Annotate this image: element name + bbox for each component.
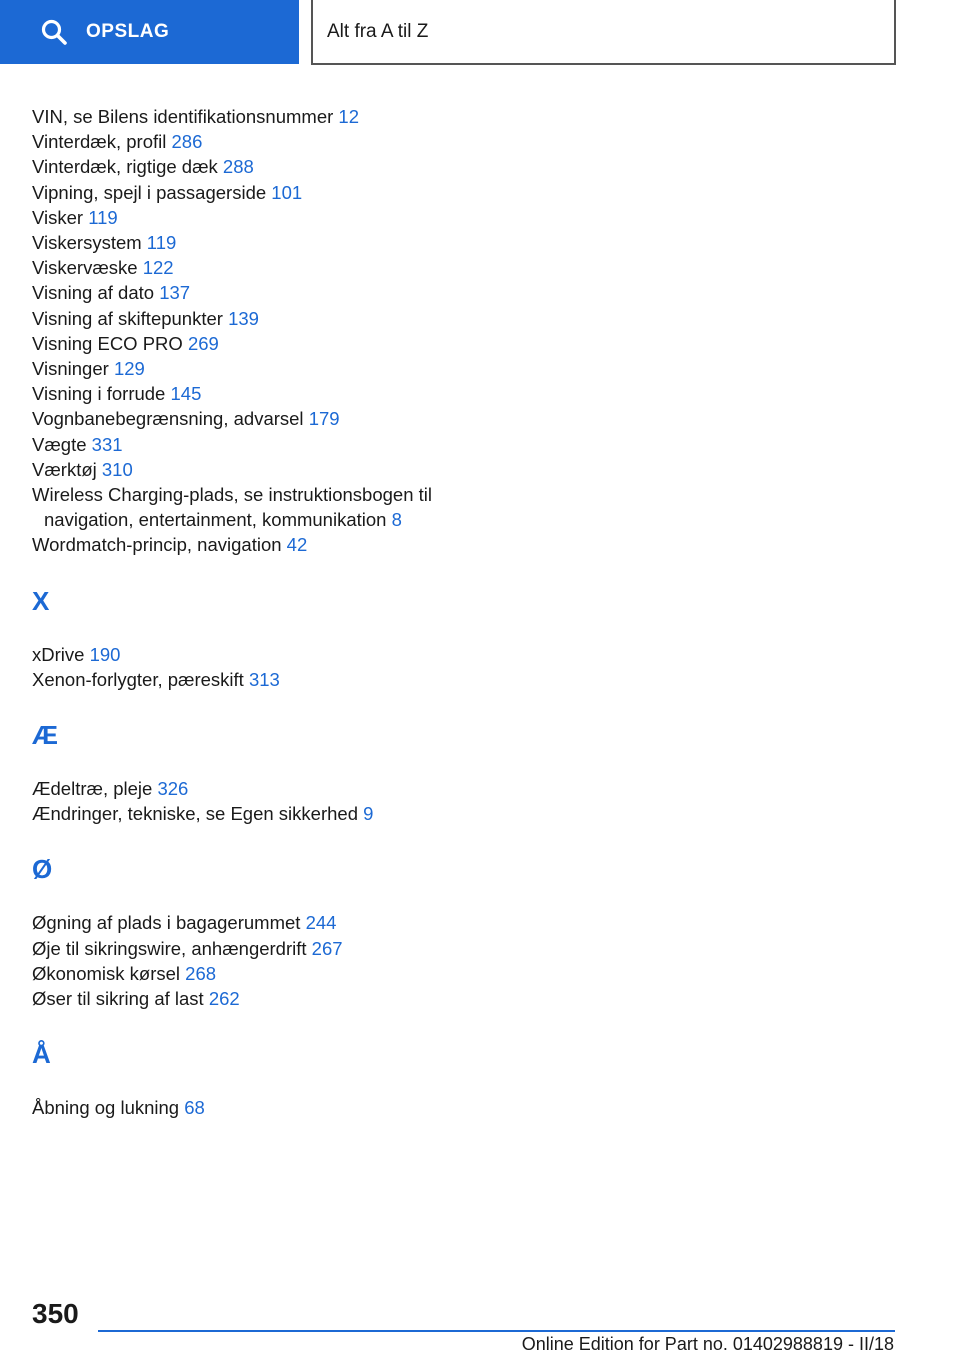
entry-text: Vognbanebegrænsning, advarsel xyxy=(32,408,304,430)
entry-page-link[interactable]: 101 xyxy=(271,181,303,203)
search-icon xyxy=(40,18,68,46)
entry-page-link[interactable]: 262 xyxy=(208,988,240,1010)
chapter-tab[interactable] xyxy=(311,0,896,65)
index-entry xyxy=(32,129,592,154)
entry-page-link[interactable]: 42 xyxy=(286,534,308,556)
section-oe xyxy=(32,854,592,1011)
entry-text: Visning af dato xyxy=(32,282,155,304)
section-letter: Æ xyxy=(32,720,58,751)
index-entry xyxy=(32,532,592,557)
index-entry xyxy=(32,154,592,179)
index-entry xyxy=(32,406,592,431)
index-entry xyxy=(32,280,592,305)
entry-page-link[interactable]: 145 xyxy=(170,383,202,405)
entry-text: Økonomisk kørsel xyxy=(32,962,181,984)
chapter-title: Alt fra A til Z xyxy=(327,20,429,42)
index-entry xyxy=(32,961,592,986)
entry-page-link[interactable]: 122 xyxy=(142,257,174,279)
index-entry xyxy=(32,1095,592,1120)
entry-page-link[interactable]: 12 xyxy=(338,106,359,127)
footer-divider xyxy=(98,1330,895,1332)
entry-page-link[interactable]: 119 xyxy=(146,232,177,254)
entry-text: Viskersystem xyxy=(32,232,142,254)
entry-text: Visninger xyxy=(32,358,109,380)
page-number: 350 xyxy=(32,1298,79,1329)
index-entry xyxy=(32,457,592,482)
entry-page-link[interactable]: 8 xyxy=(391,509,402,531)
entry-text: Vinterdæk, rigtige dæk xyxy=(32,156,218,178)
index-entry xyxy=(32,482,592,532)
entry-text: VIN, se Bilens identifikationsnummer xyxy=(32,106,334,127)
section-ae xyxy=(32,720,592,826)
index-entry xyxy=(32,381,592,406)
entry-text: Vinterdæk, profil xyxy=(32,131,167,153)
index-entry xyxy=(32,180,592,205)
entry-page-link[interactable]: 269 xyxy=(187,332,219,354)
entry-text: Visker xyxy=(32,206,84,228)
entry-text: Visning i forrude xyxy=(32,383,166,405)
index-entry xyxy=(32,801,592,826)
entry-text: Vipning, spejl i passagerside xyxy=(32,181,267,203)
entry-page-link[interactable]: 331 xyxy=(91,433,123,455)
entry-page-link[interactable]: 119 xyxy=(88,206,118,228)
index-entry xyxy=(32,255,592,280)
index-list xyxy=(32,104,592,1120)
entry-page-link[interactable]: 288 xyxy=(222,156,254,178)
index-entry xyxy=(32,306,592,331)
entry-page-link[interactable]: 137 xyxy=(159,282,191,304)
section-x xyxy=(32,586,592,692)
entry-page-link[interactable]: 310 xyxy=(101,458,133,480)
entry-page-link[interactable]: 286 xyxy=(171,131,203,153)
entry-text: Øje til sikringswire, anhængerdrift xyxy=(32,937,307,959)
entry-page-link[interactable]: 68 xyxy=(184,1097,205,1119)
entry-text: Ædeltræ, pleje xyxy=(32,778,153,800)
entry-text: Øgning af plads i bagagerummet xyxy=(32,912,301,934)
entry-text: Xenon-forlygter, pæreskift xyxy=(32,668,244,690)
entry-text: Visning af skiftepunkter xyxy=(32,307,223,329)
index-entry xyxy=(32,104,592,129)
entry-text: xDrive xyxy=(32,643,85,665)
entry-text: Wordmatch-princip, navigation xyxy=(32,534,282,556)
entry-text: Vægte xyxy=(32,433,87,455)
index-entry xyxy=(32,356,592,381)
index-entry xyxy=(32,776,592,801)
entry-text: Værktøj xyxy=(32,458,97,480)
index-entry xyxy=(32,205,592,230)
entry-text: Wireless Charging-plads, se instruktionsbogen til xyxy=(32,484,432,506)
index-entry xyxy=(32,432,592,457)
section-letter: X xyxy=(32,585,50,616)
index-entry xyxy=(32,642,592,667)
entry-page-link[interactable]: 313 xyxy=(248,668,280,690)
entry-text: Ændringer, tekniske, se Egen sikkerhed xyxy=(32,803,358,825)
index-entry xyxy=(32,936,592,961)
entry-page-link[interactable]: 267 xyxy=(311,937,343,959)
entry-page-link[interactable]: 139 xyxy=(228,307,259,329)
entry-page-link[interactable]: 326 xyxy=(157,778,189,800)
entry-page-link[interactable]: 9 xyxy=(363,803,374,825)
entry-text: Øser til sikring af last xyxy=(32,988,204,1010)
entry-text-continued: navigation, entertainment, kommunikation xyxy=(44,509,387,531)
index-entry xyxy=(32,667,592,692)
entry-page-link[interactable]: 179 xyxy=(308,408,340,430)
footer-edition-text: Online Edition for Part no. 01402988819 - II/18 xyxy=(521,1334,894,1354)
index-entry xyxy=(32,986,592,1011)
section-tab-label: OPSLAG xyxy=(86,21,170,42)
section-letter: Ø xyxy=(32,854,53,885)
section-tab-opslag[interactable] xyxy=(0,0,299,64)
index-entry xyxy=(32,910,592,935)
entry-text: Viskervæske xyxy=(32,257,138,279)
section-letter: Å xyxy=(32,1039,51,1070)
entry-page-link[interactable]: 129 xyxy=(113,358,145,380)
entry-text: Visning ECO PRO xyxy=(32,332,183,354)
entry-page-link[interactable]: 190 xyxy=(89,643,121,665)
entry-continuation xyxy=(32,507,592,532)
entry-page-link[interactable]: 268 xyxy=(185,962,217,984)
index-entry xyxy=(32,331,592,356)
section-aa xyxy=(32,1039,592,1120)
index-entry xyxy=(32,230,592,255)
entry-text: Åbning og lukning xyxy=(32,1097,180,1119)
entries-v xyxy=(32,104,592,558)
entry-page-link[interactable]: 244 xyxy=(305,912,337,934)
